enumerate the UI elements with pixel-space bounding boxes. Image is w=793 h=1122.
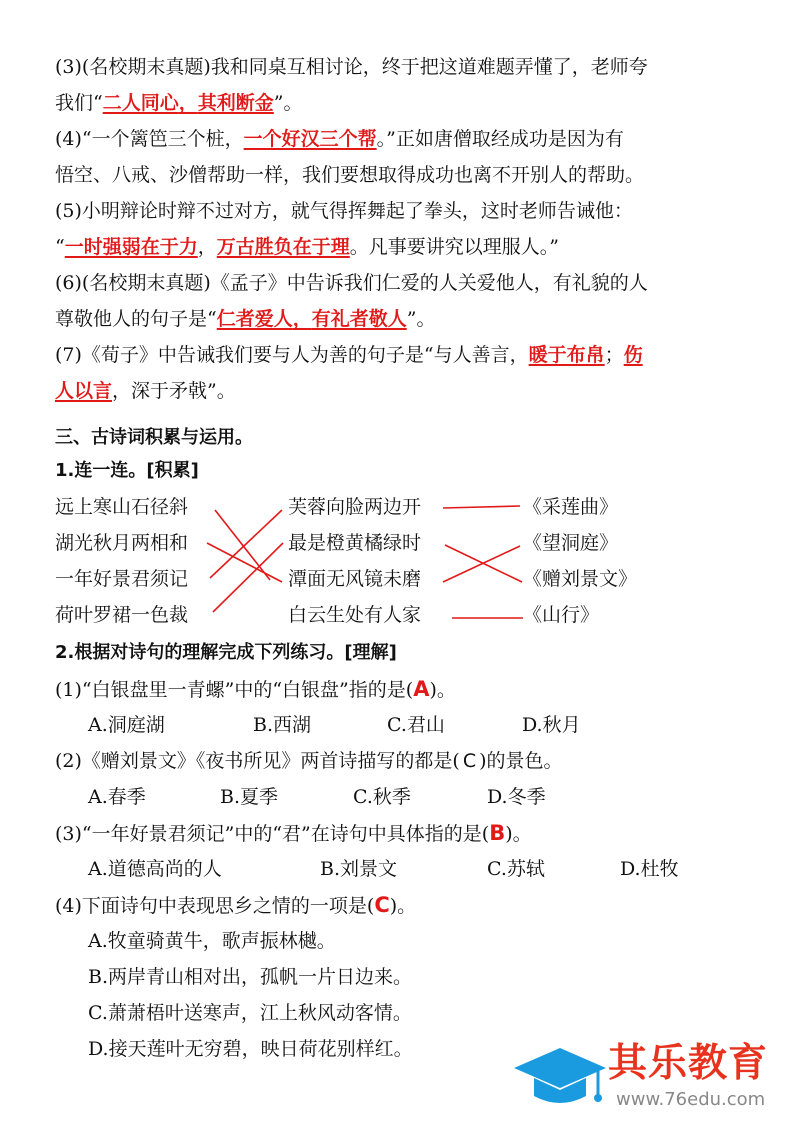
choice-answer: C — [374, 893, 390, 917]
choice-answer: A — [413, 677, 430, 701]
q5-line1: (5)小明辩论时辩不过对方，就气得挥舞起了拳头，这时老师告诫他： — [55, 200, 633, 222]
logo-name: 其乐教育 — [608, 1041, 769, 1086]
option: D.杜牧 — [620, 858, 679, 880]
link-line — [207, 543, 282, 582]
option: A.道德高尚的人 — [88, 858, 222, 880]
link-line — [210, 510, 282, 578]
link-line — [443, 546, 520, 582]
option: C.秋季 — [353, 786, 411, 808]
option: C.萧萧梧叶送寒声，江上秋风动客情。 — [88, 1002, 412, 1024]
left-item: 远上寒山石径斜 — [55, 496, 189, 518]
middle-item: 白云生处有人家 — [288, 604, 422, 626]
link-line — [443, 506, 520, 508]
part2-title: 2.根据对诗句的理解完成下列练习。[理解] — [55, 642, 397, 663]
answer-blank: 暖于布帛 — [528, 344, 605, 366]
q4-line1: (4)“一个篱笆三个桩，一个好汉三个帮。”正如唐僧取经成功是因为有 — [55, 128, 624, 150]
answer-blank: 人以言 — [55, 380, 113, 402]
answer-blank: 伤 — [623, 344, 643, 366]
q4-line2: 悟空、八戒、沙僧帮助一样，我们要想取得成功也离不开别人的帮助。 — [55, 164, 645, 186]
link-line — [215, 510, 270, 580]
option: D.接天莲叶无穷碧，映日荷花别样红。 — [88, 1038, 413, 1060]
section3-title: 三、古诗词积累与运用。 — [55, 427, 253, 448]
option: A.春季 — [88, 786, 146, 808]
q7-line2: 人以言，深于矛戟”。 — [55, 380, 236, 402]
choice-answer: C — [462, 750, 477, 772]
answer-blank: 其利断金 — [197, 92, 274, 114]
middle-item: 最是橙黄橘绿时 — [288, 532, 422, 554]
left-item: 湖光秋月两相和 — [55, 532, 189, 554]
choice-question: (1)“白银盘里一青螺”中的“白银盘”指的是(A)。 — [55, 677, 456, 701]
middle-item: 潭面无风镜未磨 — [288, 568, 422, 590]
option: B.西湖 — [253, 714, 312, 736]
answer-blank: 仁者爱人 — [216, 308, 293, 330]
part1-title: 1.连一连。[积累] — [55, 460, 199, 481]
answer-blank: 有礼者敬人 — [311, 308, 407, 330]
left-item: 一年好景君须记 — [55, 568, 189, 590]
option: D.秋月 — [522, 714, 581, 736]
right-item: 《采莲曲》 — [523, 496, 619, 518]
q7-line1: (7)《荀子》中告诫我们要与人为善的句子是“与人善言，暖于布帛；伤 — [55, 344, 643, 366]
option: B.刘景文 — [320, 858, 398, 880]
choice-question: (2)《赠刘景文》《夜书所见》两首诗描写的都是( C )的景色。 — [55, 750, 563, 772]
option: C.君山 — [387, 714, 445, 736]
q3-line2: 我们“二人同心，其利断金”。 — [55, 92, 303, 114]
logo-url: www.76edu.com — [616, 1089, 766, 1110]
option: A.洞庭湖 — [88, 714, 165, 736]
middle-item: 芙蓉向脸两边开 — [288, 496, 422, 518]
right-item: 《望洞庭》 — [523, 532, 619, 554]
q6-line1: (6)(名校期末真题)《孟子》中告诉我们仁爱的人关爱他人，有礼貌的人 — [55, 272, 648, 294]
choice-question: (3)“一年好景君须记”中的“君”在诗句中具体指的是(B)。 — [55, 821, 532, 845]
q5-line2: “一时强弱在于力，万古胜负在于理。凡事要讲究以理服人。” — [55, 236, 559, 258]
left-item: 荷叶罗裙一色裁 — [55, 604, 189, 626]
answer-blank: 一个好汉三个帮 — [243, 128, 377, 150]
option: B.夏季 — [220, 786, 279, 808]
q6-line2: 尊敬他人的句子是“仁者爱人，有礼者敬人”。 — [55, 308, 436, 330]
option: D.冬季 — [487, 786, 546, 808]
q3-line1: (3)(名校期末真题)我和同桌互相讨论，终于把这道难题弄懂了，老师夸 — [55, 56, 648, 78]
answer-blank: 二人同心 — [102, 92, 179, 114]
choice-answer: B — [489, 821, 506, 845]
graduation-cap-icon — [512, 1040, 608, 1112]
brand-logo — [512, 1040, 787, 1112]
answer-blank: 一时强弱在于力 — [64, 236, 198, 258]
choice-question: (4)下面诗句中表现思乡之情的一项是(C)。 — [55, 893, 417, 917]
option: B.两岸青山相对出，孤帆一片日边来。 — [88, 966, 413, 988]
right-item: 《赠刘景文》 — [523, 568, 638, 590]
option: A.牧童骑黄牛，歌声振林樾。 — [88, 930, 336, 952]
option: C.苏轼 — [487, 858, 545, 880]
right-item: 《山行》 — [523, 604, 600, 626]
answer-blank: 万古胜负在于理 — [216, 236, 350, 258]
